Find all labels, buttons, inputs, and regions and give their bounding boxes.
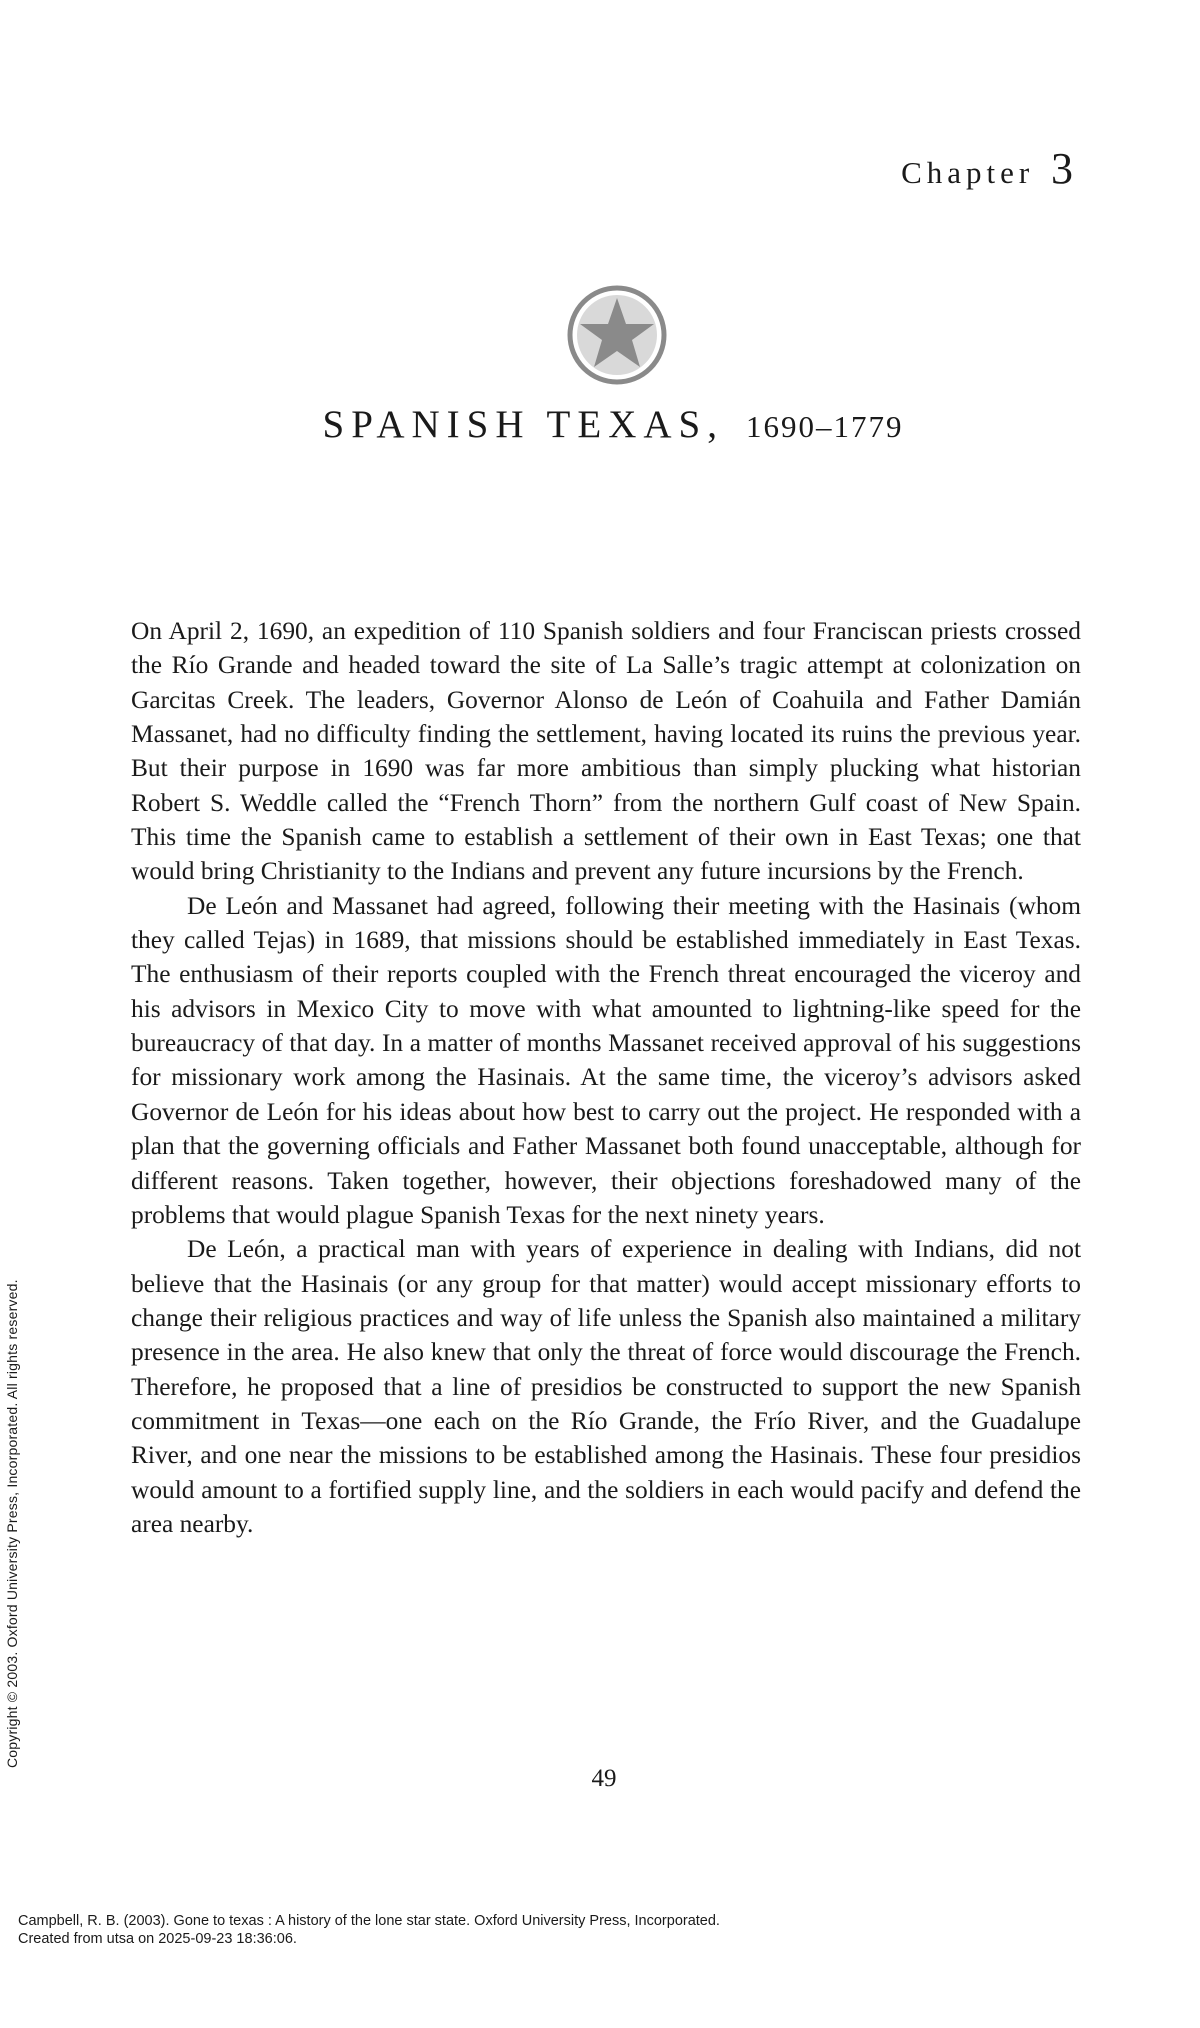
side-copyright-notice: Copyright © 2003. Oxford University Press, Incorporated. All rights reserved. xyxy=(4,1279,20,1768)
paragraph-3: De León, a practical man with years of experience in dealing with Indians, did not believe that the Hasinais (or any group for that matter) would accept missionary efforts to change their religious practices and way of life unless the Spanish also maintained a military presence in the area. He also knew that only the threat of force would discourage the French. Therefore, he proposed that a line of presidios be constructed to support the new Spanish commitment in Texas—one each on the Río Grande, the Frío River, and the Guadalupe River, and one near the missions to be established among the Hasinais. These four presidios would amount to a fortified supply line, and the soldiers in each would pacify and defend the area nearby. xyxy=(131,1235,1081,1538)
chapter-title xyxy=(0,402,1200,447)
chapter-label xyxy=(901,143,1073,194)
footer-citation-block xyxy=(18,1912,720,1948)
footer-created: Created from utsa on 2025-09-23 18:36:06. xyxy=(18,1931,297,1947)
chapter-title-main: SPANISH TEXAS, xyxy=(322,403,724,446)
page-number: 49 xyxy=(591,1765,617,1792)
paragraph-1: On April 2, 1690, an expedition of 110 Spanish soldiers and four Franciscan priests crossed the Río Grande and headed toward the site of La Salle’s tragic attempt at colonization on Garcitas Creek. The leaders, Governor Alonso de León of Coahuila and Father Damián Massanet, had no difficulty finding the settlement, having located its ruins the previous year. But their purpose in 1690 was far more ambitious than simply plucking what historian Robert S. Weddle called the “French Thorn” from the northern Gulf coast of New Spain. This time the Spanish came to establish a settlement of their own in East Texas; one that would bring Christianity to the Indians and prevent any future incursions by the French. xyxy=(131,617,1081,886)
chapter-number: 3 xyxy=(1051,144,1073,193)
chapter-title-dates: 1690–1779 xyxy=(745,409,904,444)
star-seal-icon xyxy=(566,284,668,386)
paragraph-2: De León and Massanet had agreed, following their meeting with the Hasinais (whom they called Tejas) in 1689, that missions should be established immediately in East Texas. The enthusiasm of their reports coupled with the French threat encouraged the viceroy and his advisors in Mexico City to move with what amounted to lightning-like speed for the bureaucracy of that day. In a matter of months Massanet received approval of his suggestions for missionary work among the Hasinais. At the same time, the viceroy’s advisors asked Governor de León for his ideas about how best to carry out the project. He responded with a plan that the governing officials and Father Massanet both found unacceptable, although for different reasons. Taken together, however, their objections foreshadowed many of the problems that would plague Spanish Texas for the next ninety years. xyxy=(131,891,1081,1229)
chapter-word: Chapter xyxy=(901,155,1035,190)
body-text xyxy=(131,614,1081,1541)
footer-citation: Campbell, R. B. (2003). Gone to texas : A history of the lone star state. Oxford University Press, Incorporated. xyxy=(18,1913,720,1929)
